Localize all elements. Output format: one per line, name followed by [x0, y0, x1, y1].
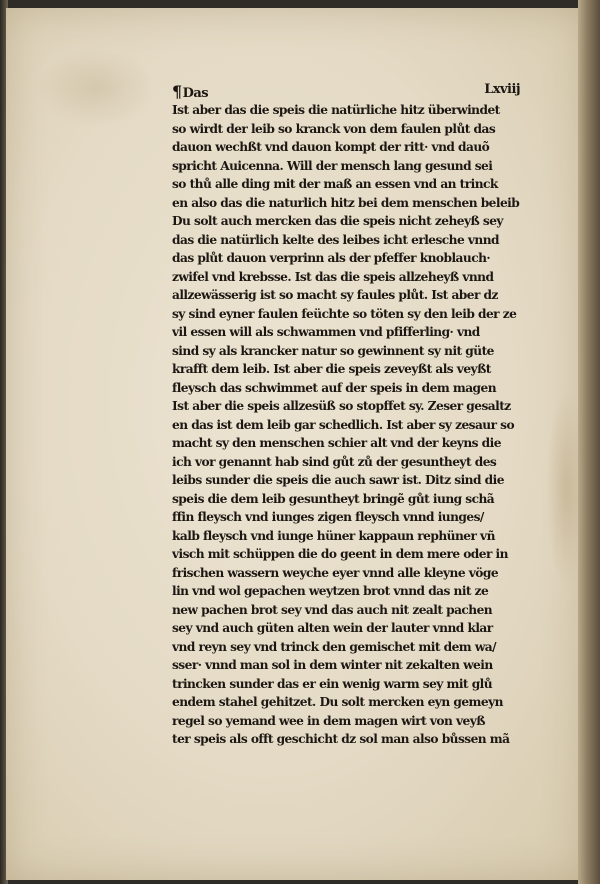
text-line: Ist aber die speis allzesüß so stopffet sy. Zeser gesaltz [172, 399, 511, 413]
text-line: en das ist dem leib gar schedlich. Ist aber sy zesaur so [172, 417, 515, 432]
text-line: en also das die naturlich hitz bei dem menschen beleib [172, 195, 520, 210]
text-line: sey vnd auch güten alten wein der lauter vnnd klar [172, 621, 493, 635]
text-line: sind sy als krancker natur so gewinnent sy nit güte [172, 343, 494, 358]
text-line: vil essen will als schwammen vnd pfifferling· vnd [172, 325, 480, 339]
text-line: speis die dem leib gesuntheyt bringẽ gůt iung schã [172, 491, 495, 506]
text-line: so wirdt der leib so kranck von dem faulen plůt das [172, 121, 496, 136]
folio-number: Lxviij [484, 82, 520, 97]
text-line: zwifel vnd krebsse. Ist das die speis allzeheyß vnnd [172, 269, 494, 284]
text-line: lin vnd wol gepachen weytzen brot vnnd das nit ze [172, 584, 489, 598]
text-line: das plůt dauon verprinn als der pfeffer knoblauch· [172, 251, 491, 265]
text-line: new pachen brot sey vnd das auch nit zealt pachen [172, 602, 493, 617]
text-line: dauon wechßt vnd dauon kompt der ritt· vnd dauõ [172, 140, 490, 154]
text-line: sser· vnnd man sol in dem winter nit zekalten wein [172, 658, 493, 672]
text-line: visch mit schüppen die do geent in dem mere oder in [172, 547, 508, 561]
text-line: Du solt auch mercken das die speis nicht zeheyß sey [172, 214, 503, 228]
text-line: spricht Auicenna. Will der mensch lang gesund sei [172, 158, 493, 173]
text-line: leibs sunder die speis die auch sawr ist. Ditz sind die [172, 473, 504, 487]
text-line: vnd reyn sey vnd trinck den gemischet mit dem wa/ [172, 639, 497, 654]
running-head [172, 82, 208, 101]
pilcrow-icon: ¶ [172, 82, 182, 101]
book-gutter [578, 0, 600, 884]
paper-stain [36, 48, 156, 128]
text-line: frischen wassern weyche eyer vnnd alle kleyne vöge [172, 565, 499, 580]
text-block [172, 82, 520, 749]
text-line: fleysch das schwimmet auf der speis in dem magen [172, 380, 497, 395]
text-line: Ist aber das die speis die natürliche hitz überwindet [172, 103, 500, 117]
text-line: macht sy den menschen schier alt vnd der keyns die [172, 436, 501, 450]
text-line: trincken sunder das er ein wenig warm sey mit glů [172, 676, 493, 691]
text-line: sy sind eyner faulen feüchte so töten sy den leib der ze [172, 306, 517, 321]
text-line: ter speis als offt geschicht dz sol man also bůssen mã [172, 732, 510, 746]
text-line: krafft dem leib. Ist aber die speis zeveyßt als veyßt [172, 362, 491, 376]
text-line: ffin fleysch vnd iunges zigen fleysch vnnd iunges/ [172, 510, 484, 524]
text-line: das die natürlich kelte des leibes icht erlesche vnnd [172, 232, 500, 247]
text-line: allzewässerig ist so macht sy faules plůt. Ist aber dz [172, 288, 498, 302]
running-head-text: Das [182, 86, 209, 101]
text-line: regel so yemand wee in dem magen wirt von veyß [172, 713, 485, 728]
text-line: ich vor genannt hab sind gůt zů der gesuntheyt des [172, 454, 497, 469]
text-line: kalb fleysch vnd iunge hüner kappaun rephüner vñ [172, 528, 495, 543]
text-line: so thů alle ding mit der maß an essen vnd an trinck [172, 177, 498, 191]
page-header [172, 82, 520, 101]
text-line: endem stahel gehitzet. Du solt mercken eyn gemeyn [172, 695, 503, 709]
